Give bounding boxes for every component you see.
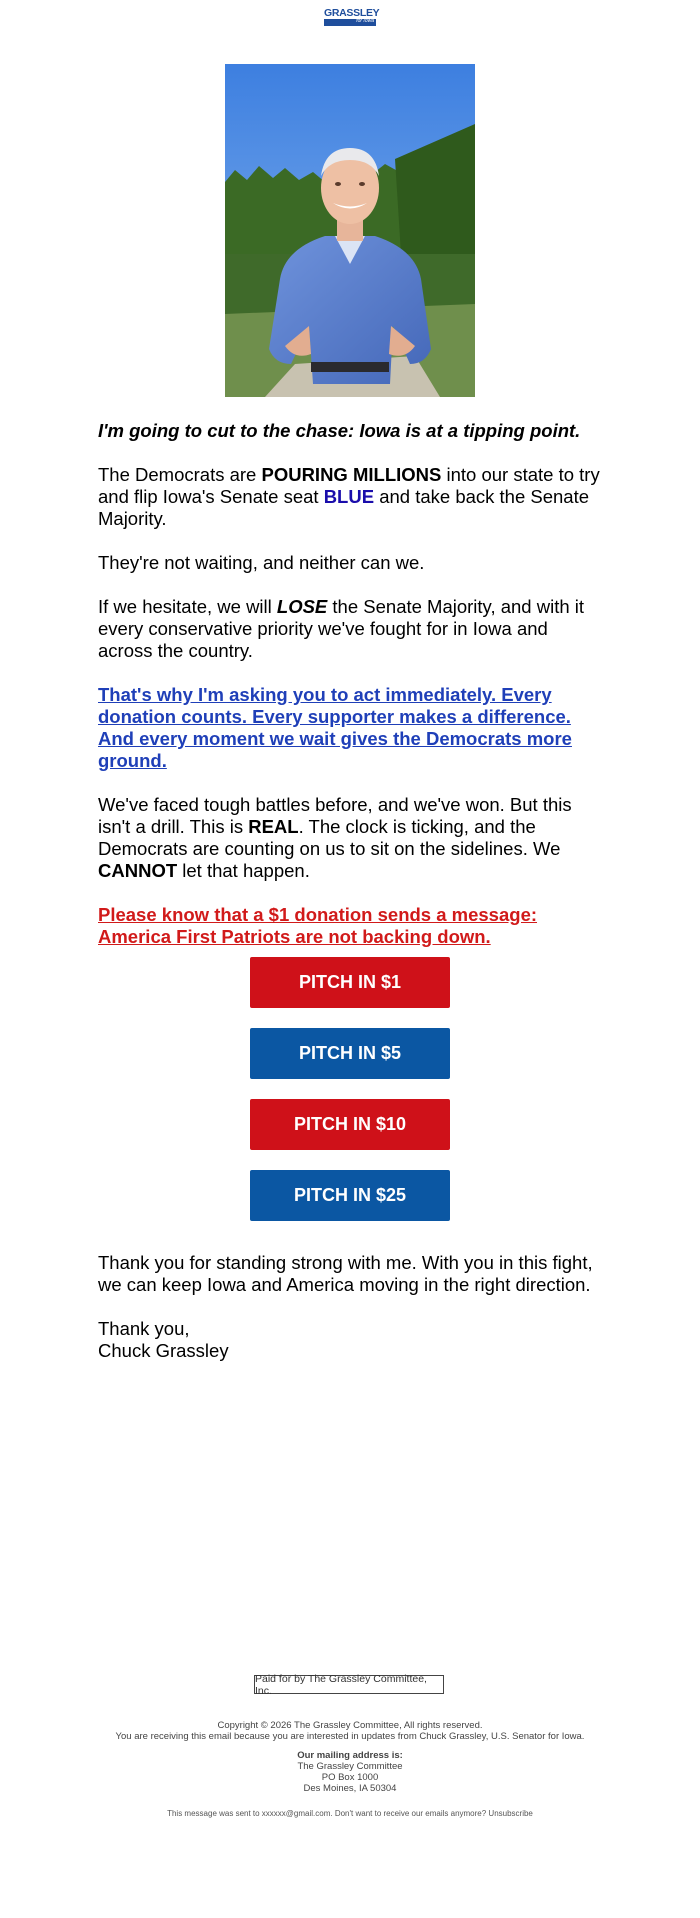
footer-sent-to-text[interactable]: This message was sent to xxxxxx@gmail.com. Don't want to receive our emails anymore? Unsubscribe bbox=[167, 1809, 533, 1818]
footer-reason: You are receiving this email because you are interested in updates from Chuck Grassley, U.S. Senator for Iowa. bbox=[115, 1731, 585, 1742]
paid-for-box: Paid for by The Grassley Committee, Inc. bbox=[254, 1675, 444, 1694]
pitch-in-5-button[interactable]: PITCH IN $5 bbox=[250, 1028, 450, 1079]
grassley-logo bbox=[324, 7, 380, 26]
p2-emphasis-pouring-millions: POURING MILLIONS bbox=[261, 464, 442, 485]
pitch-in-10-button[interactable]: PITCH IN $10 bbox=[250, 1099, 450, 1150]
candidate-photo bbox=[225, 64, 475, 397]
paragraph-one-dollar bbox=[98, 904, 604, 948]
footer-address-line-1: The Grassley Committee bbox=[297, 1761, 403, 1772]
closing-name: Chuck Grassley bbox=[98, 1340, 229, 1361]
p6-text-c: . The clock is ticking, and the Democrats are counting on us to sit on the sidelines. We bbox=[98, 816, 561, 859]
p2-text-e: and take back the Senate Majority. bbox=[98, 486, 590, 529]
footer-address-line-2: PO Box 1000 bbox=[321, 1772, 379, 1783]
p4-emphasis-lose: LOSE bbox=[276, 596, 328, 617]
logo-wordmark: GRASSLEY bbox=[324, 7, 380, 19]
intro-line: I'm going to cut to the chase: Iowa is at a tipping point. bbox=[98, 420, 581, 441]
pitch-in-1-button[interactable]: PITCH IN $1 bbox=[250, 957, 450, 1008]
footer-address bbox=[0, 1750, 700, 1794]
p2-text-a: The Democrats are bbox=[98, 464, 262, 485]
p4-text-c: the Senate Majority, and with it every conservative priority we've fought for in Iowa and across the country. bbox=[98, 596, 585, 661]
p6-emphasis-cannot: CANNOT bbox=[98, 860, 178, 881]
footer-sent-to bbox=[0, 1808, 700, 1819]
paragraph-act-immediately bbox=[98, 684, 604, 772]
footer-address-line-3: Des Moines, IA 50304 bbox=[303, 1783, 397, 1794]
one-dollar-message-link[interactable]: Please know that a $1 donation sends a message: America First Patriots are not backing down. bbox=[98, 904, 538, 947]
p6-text-e: let that happen. bbox=[177, 860, 310, 881]
footer-legal bbox=[0, 1720, 700, 1742]
p6-text-a: We've faced tough battles before, and we've won. But this isn't a drill. This is bbox=[98, 794, 572, 837]
logo-tagline: for Iowa bbox=[356, 18, 374, 24]
paragraph-hesitate bbox=[98, 596, 604, 662]
p6-emphasis-real: REAL bbox=[248, 816, 299, 837]
paragraph-democrats bbox=[98, 464, 604, 530]
p4-text-a: If we hesitate, we will bbox=[98, 596, 277, 617]
pitch-in-25-button[interactable]: PITCH IN $25 bbox=[250, 1170, 450, 1221]
closing-section bbox=[98, 1252, 604, 1362]
paragraph-not-waiting: They're not waiting, and neither can we. bbox=[98, 552, 425, 573]
email-body bbox=[98, 420, 604, 948]
act-immediately-link[interactable]: That's why I'm asking you to act immediately. Every donation counts. Every supporter makes a difference. And every moment we wait gives the Democrats more ground. bbox=[98, 684, 572, 771]
footer-mailing-label: Our mailing address is: bbox=[297, 1750, 403, 1761]
p2-text-c: into our state to try and flip Iowa's Senate seat bbox=[98, 464, 600, 507]
closing-thanks: Thank you for standing strong with me. With you in this fight, we can keep Iowa and America moving in the right direction. bbox=[98, 1252, 593, 1295]
logo-bar bbox=[324, 19, 376, 26]
paragraph-tough-battles bbox=[98, 794, 604, 882]
footer-copyright: Copyright © 2026 The Grassley Committee, All rights reserved. bbox=[217, 1720, 483, 1731]
p2-emphasis-blue: BLUE bbox=[323, 486, 375, 507]
closing-signoff: Thank you, bbox=[98, 1318, 190, 1339]
